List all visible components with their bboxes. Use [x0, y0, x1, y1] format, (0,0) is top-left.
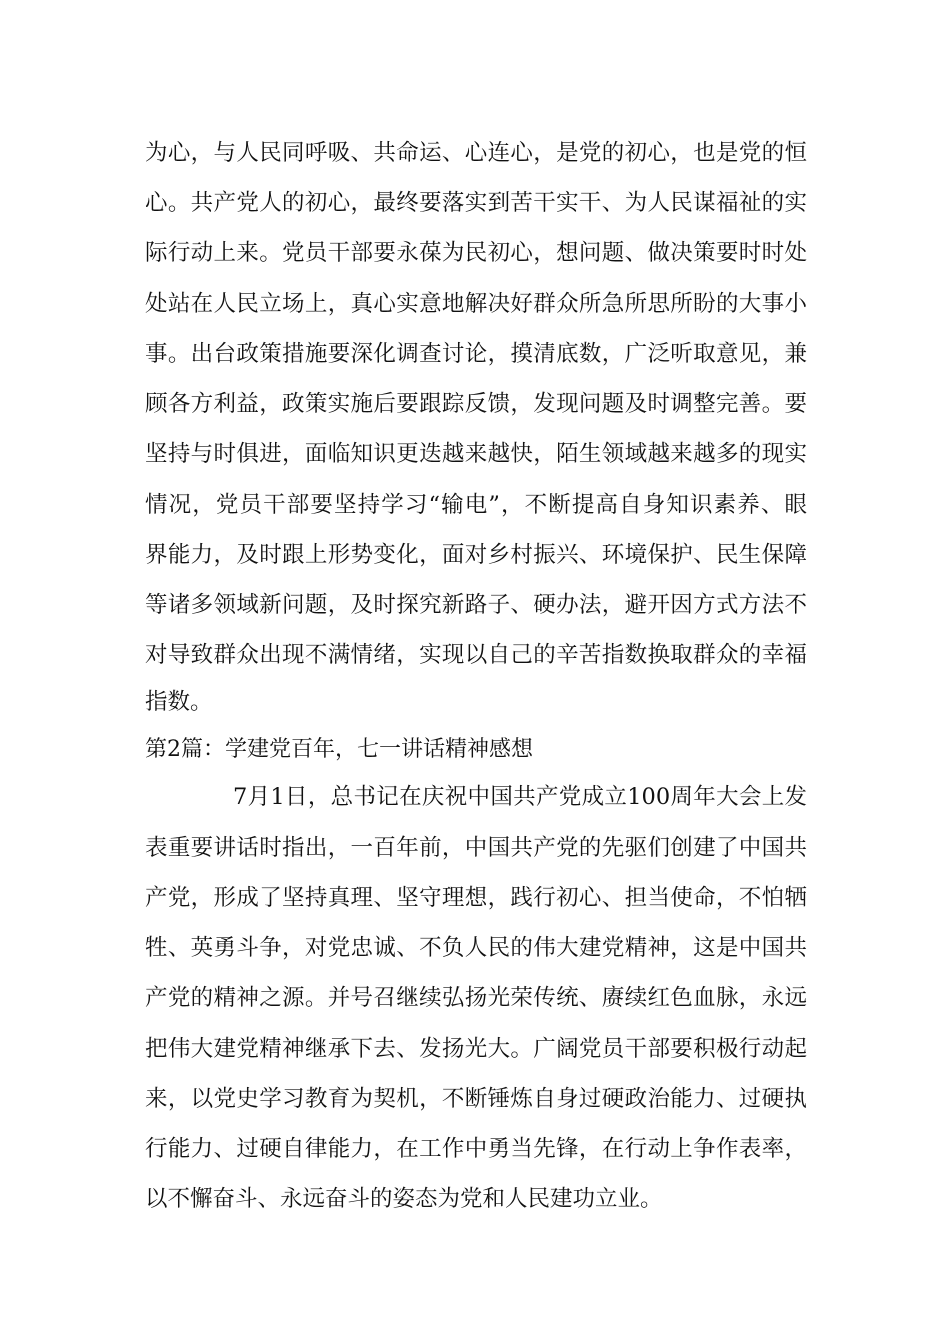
paragraph-line: 牲、英勇斗争，对党忠诚、不负人民的伟大建党精神，这是中国共 [145, 935, 807, 961]
paragraph-line: 为心，与人民同呼吸、共命运、心连心，是党的初心，也是党的恒 [145, 140, 807, 166]
paragraph-line: 际行动上来。党员干部要永葆为民初心，想问题、做决策要时时处 [145, 240, 807, 266]
paragraph-line: 情况，党员干部要坚持学习“输电”，不断提高自身知识素养、眼 [145, 492, 807, 518]
paragraph-line: 表重要讲话时指出，一百年前，中国共产党的先驱们创建了中国共 [145, 835, 807, 861]
section-heading: 第2篇：学建党百年，七一讲话精神感想 [145, 737, 533, 762]
paragraph-line: 7月1日，总书记在庆祝中国共产党成立100周年大会上发 [233, 784, 807, 810]
paragraph-line: 产党，形成了坚持真理、坚守理想，践行初心、担当使命，不怕牺 [145, 885, 807, 911]
paragraph-line: 顾各方利益，政策实施后要跟踪反馈，发现问题及时调整完善。要 [145, 391, 807, 417]
paragraph-line: 来，以党史学习教育为契机，不断锤炼自身过硬政治能力、过硬执 [145, 1086, 807, 1112]
paragraph-line: 把伟大建党精神继承下去、发扬光大。广阔党员干部要积极行动起 [145, 1036, 807, 1062]
paragraph-line: 坚持与时俱进，面临知识更迭越来越快，陌生领域越来越多的现实 [145, 441, 807, 467]
paragraph-line: 产党的精神之源。并号召继续弘扬光荣传统、赓续红色血脉，永远 [145, 985, 807, 1011]
paragraph-line: 事。出台政策措施要深化调查讨论，摸清底数，广泛听取意见，兼 [145, 341, 807, 367]
paragraph-line: 界能力，及时跟上形势变化，面对乡村振兴、环境保护、民生保障 [145, 542, 807, 568]
paragraph-line: 对导致群众出现不满情绪，实现以自己的辛苦指数换取群众的幸福 [145, 642, 807, 668]
paragraph-line: 等诸多领域新问题，及时探究新路子、硬办法，避开因方式方法不 [145, 592, 807, 618]
paragraph-line: 以不懈奋斗、永远奋斗的姿态为党和人民建功立业。 [145, 1186, 663, 1212]
paragraph-line: 心。共产党人的初心，最终要落实到苦干实干、为人民谋福祉的实 [145, 190, 807, 216]
paragraph-line: 行能力、过硬自律能力，在工作中勇当先锋，在行动上争作表率， [145, 1136, 807, 1162]
paragraph-line: 处站在人民立场上，真心实意地解决好群众所急所思所盼的大事小 [145, 291, 807, 317]
paragraph-line: 指数。 [145, 689, 213, 715]
